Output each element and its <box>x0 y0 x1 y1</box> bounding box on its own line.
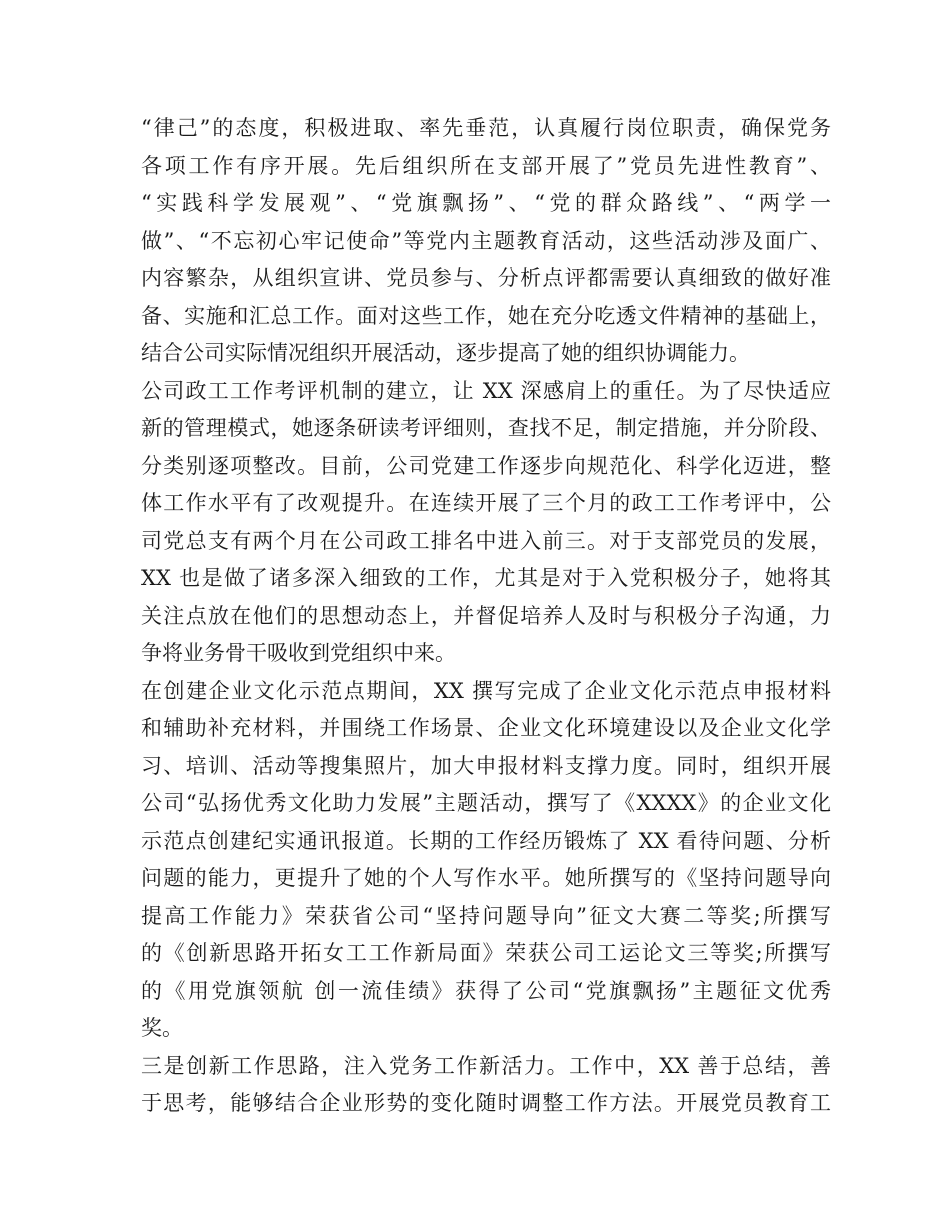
paragraph-line: 问题的能力，更提升了她的个人写作水平。她所撰写的《坚持问题导向 <box>141 866 831 890</box>
paragraph-line: 争将业务骨干吸收到党组织中来。 <box>141 641 456 665</box>
paragraph-line: 三是创新工作思路，注入党务工作新活力。工作中，XX 善于总结，善 <box>141 1053 831 1078</box>
document-body <box>141 110 831 1123</box>
paragraph-line: “实践科学发展观”、“党旗飘扬”、“党的群众路线”、“两学一 <box>141 191 831 215</box>
paragraph-line: 的《用党旗领航 创一流佳绩》获得了公司“党旗飘扬”主题征文优秀 <box>141 978 831 1003</box>
paragraph-line: 于思考，能够结合企业形势的变化随时调整工作方法。开展党员教育工 <box>141 1091 831 1115</box>
paragraph-line: 内容繁杂，从组织宣讲、党员参与、分析点评都需要认真细致的做好准 <box>141 266 831 290</box>
paragraph-line: 司党总支有两个月在公司政工排名中进入前三。对于支部党员的发展， <box>141 528 831 553</box>
paragraph-line: 习、培训、活动等搜集照片，加大申报材料支撑力度。同时，组织开展 <box>141 753 831 778</box>
paragraph-line: XX 也是做了诸多深入细致的工作，尤其是对于入党积极分子，她将其 <box>141 566 831 590</box>
paragraph-line: 新的管理模式，她逐条研读考评细则，查找不足，制定措施，并分阶段、 <box>141 416 831 440</box>
paragraph-line: 体工作水平有了改观提升。在连续开展了三个月的政工工作考评中，公 <box>141 491 831 515</box>
paragraph-line: 奖。 <box>141 1016 183 1040</box>
paragraph-line: 公司“弘扬优秀文化助力发展”主题活动，撰写了《XXXX》的企业文化 <box>141 791 831 815</box>
paragraph-line: “律己”的态度，积极进取、率先垂范，认真履行岗位职责，确保党务 <box>141 116 831 140</box>
paragraph-line: 在创建企业文化示范点期间，XX 撰写完成了企业文化示范点申报材料 <box>141 678 831 703</box>
paragraph-line: 提高工作能力》荣获省公司“坚持问题导向”征文大赛二等奖;所撰写 <box>141 903 831 928</box>
paragraph-line: 公司政工工作考评机制的建立，让 XX 深感肩上的重任。为了尽快适应 <box>141 378 831 403</box>
paragraph-line: 和辅助补充材料，并围绕工作场景、企业文化环境建设以及企业文化学 <box>141 716 831 740</box>
paragraph-line: 做”、“不忘初心牢记使命”等党内主题教育活动，这些活动涉及面广、 <box>141 228 831 253</box>
paragraph-line: 各项工作有序开展。先后组织所在支部开展了”党员先进性教育”、 <box>141 153 831 178</box>
paragraph-line: 分类别逐项整改。目前，公司党建工作逐步向规范化、科学化迈进，整 <box>141 453 831 478</box>
paragraph-line: 结合公司实际情况组织开展活动，逐步提高了她的组织协调能力。 <box>141 341 750 365</box>
paragraph-line: 示范点创建纪实通讯报道。长期的工作经历锻炼了 XX 看待问题、分析 <box>141 828 831 853</box>
paragraph-line: 的《创新思路开拓女工工作新局面》荣获公司工运论文三等奖;所撰写 <box>141 941 831 965</box>
paragraph-line: 关注点放在他们的思想动态上，并督促培养人及时与积极分子沟通，力 <box>141 603 831 628</box>
paragraph-line: 备、实施和汇总工作。面对这些工作，她在充分吃透文件精神的基础上， <box>141 303 831 328</box>
